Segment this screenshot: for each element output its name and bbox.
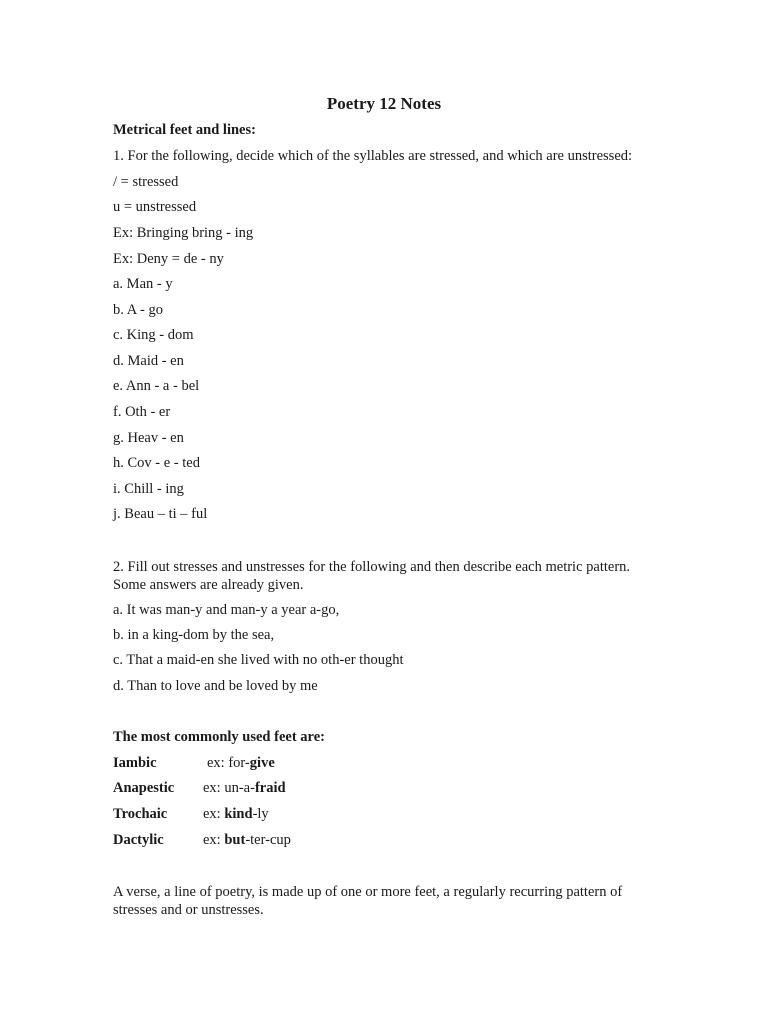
list-item: i. Chill - ing: [113, 481, 184, 497]
foot-example-iambic: ex: for-give: [207, 755, 275, 771]
example-2: Ex: Deny = de - ny: [113, 251, 224, 267]
section-heading-metrical: Metrical feet and lines:: [113, 122, 256, 138]
question-1: 1. For the following, decide which of the syllables are stressed, and which are unstressed:: [113, 148, 633, 164]
page-title: Poetry 12 Notes: [326, 94, 442, 113]
legend-stressed: / = stressed: [113, 174, 179, 190]
verse-definition: A verse, a line of poetry, is made up of one or more feet, a regularly recurring pattern of stresses and or unstresses.: [113, 884, 623, 918]
list-item: d. Maid - en: [113, 353, 184, 369]
list-item: b. in a king-dom by the sea,: [113, 627, 275, 643]
example-1: Ex: Bringing bring - ing: [113, 225, 254, 241]
list-item: f. Oth - er: [113, 404, 171, 420]
list-item: g. Heav - en: [113, 430, 184, 446]
foot-example-dactylic: ex: but-ter-cup: [203, 832, 291, 848]
feet-heading: The most commonly used feet are:: [113, 729, 325, 745]
legend-unstressed: u = unstressed: [113, 199, 197, 215]
list-item: a. It was man-y and man-y a year a-go,: [113, 602, 340, 618]
foot-example-trochaic: ex: kind-ly: [203, 806, 269, 822]
foot-name-anapestic: Anapestic: [113, 780, 175, 796]
list-item: h. Cov - e - ted: [113, 455, 200, 471]
question-2: 2. Fill out stresses and unstresses for the following and then describe each metric pattern. Some answers are already given.: [113, 559, 631, 593]
foot-name-trochaic: Trochaic: [113, 806, 168, 822]
list-item: c. King - dom: [113, 327, 194, 343]
foot-name-dactylic: Dactylic: [113, 832, 164, 848]
list-item: e. Ann - a - bel: [113, 378, 200, 394]
list-item: c. That a maid-en she lived with no oth-er thought: [113, 652, 404, 668]
list-item: d. Than to love and be loved by me: [113, 678, 318, 694]
list-item: a. Man - y: [113, 276, 173, 292]
list-item: b. A - go: [113, 302, 163, 318]
list-item: j. Beau – ti – ful: [113, 506, 208, 522]
foot-name-iambic: Iambic: [113, 755, 157, 771]
foot-example-anapestic: ex: un-a-fraid: [203, 780, 286, 796]
